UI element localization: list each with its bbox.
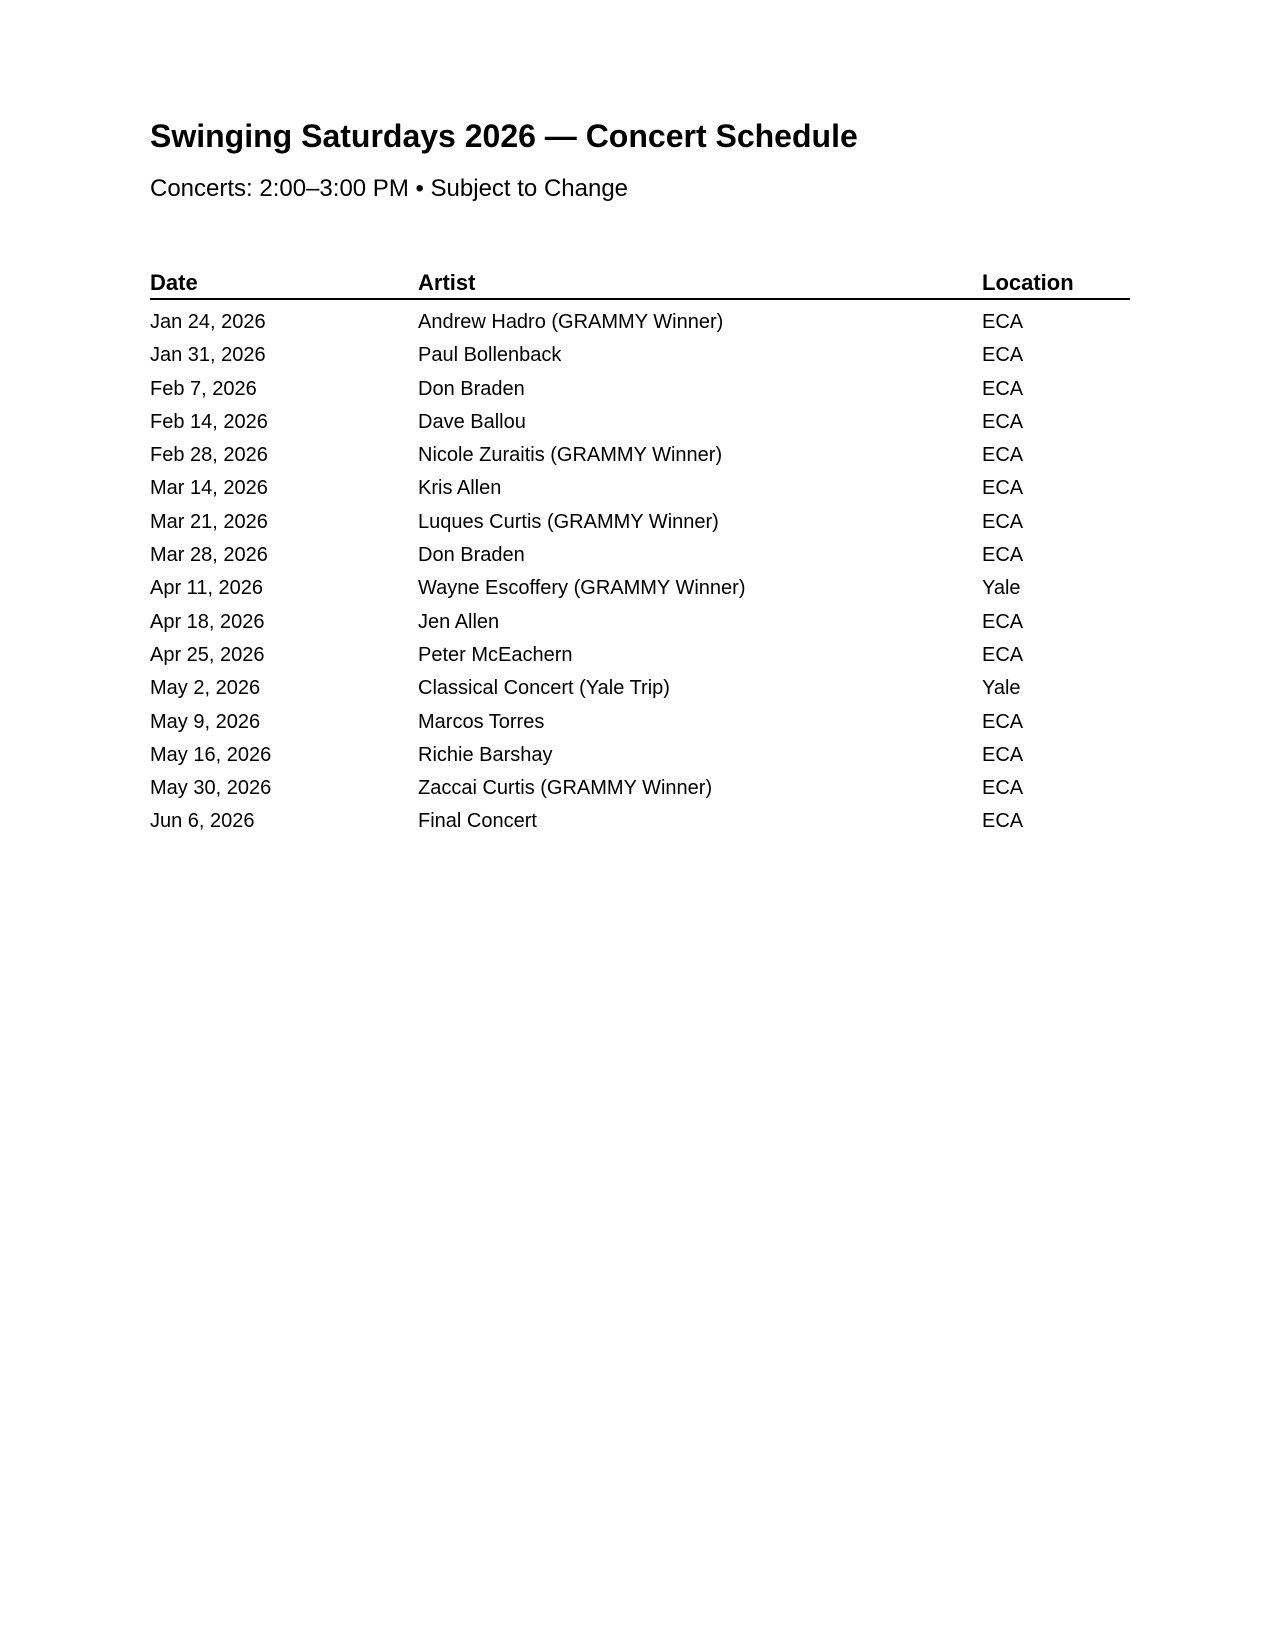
table-row [150, 342, 1130, 375]
cell-location: Yale [982, 577, 1021, 600]
table-row [150, 609, 1130, 642]
cell-location: ECA [982, 377, 1024, 400]
table-row [150, 442, 1130, 475]
cell-artist: Kris Allen [418, 477, 502, 500]
cell-artist: Classical Concert (Yale Trip) [418, 677, 670, 700]
column-header-date: Date [150, 270, 198, 295]
cell-date: Mar 21, 2026 [150, 510, 268, 533]
table-row [150, 475, 1130, 508]
cell-location: ECA [982, 610, 1024, 633]
cell-location: ECA [982, 544, 1024, 567]
table-header-row [150, 268, 1130, 300]
table-row [150, 509, 1130, 542]
page-title: Swinging Saturdays 2026 — Concert Schedule [150, 118, 858, 154]
cell-artist: Paul Bollenback [418, 344, 562, 367]
table-row [150, 642, 1130, 675]
cell-date: May 30, 2026 [150, 777, 272, 800]
cell-location: ECA [982, 344, 1024, 367]
cell-date: Jan 31, 2026 [150, 344, 266, 367]
table-row [150, 808, 1130, 841]
cell-artist: Don Braden [418, 544, 525, 567]
cell-artist: Don Braden [418, 377, 525, 400]
concert-schedule-table [150, 268, 1130, 842]
cell-date: Feb 14, 2026 [150, 410, 268, 433]
cell-date: Mar 14, 2026 [150, 477, 268, 500]
cell-location: ECA [982, 710, 1024, 733]
table-row [150, 675, 1130, 708]
cell-date: Jun 6, 2026 [150, 810, 255, 833]
cell-location: ECA [982, 777, 1024, 800]
cell-location: ECA [982, 643, 1024, 666]
cell-date: Feb 7, 2026 [150, 377, 257, 400]
cell-date: May 9, 2026 [150, 710, 261, 733]
cell-location: ECA [982, 510, 1024, 533]
cell-date: Apr 11, 2026 [150, 577, 264, 600]
column-header-location: Location [982, 270, 1074, 295]
cell-artist: Luques Curtis (GRAMMY Winner) [418, 510, 719, 533]
cell-date: Feb 28, 2026 [150, 444, 268, 467]
cell-artist: Final Concert [418, 810, 537, 833]
cell-date: Apr 18, 2026 [150, 610, 265, 633]
column-header-artist: Artist [418, 270, 476, 295]
cell-location: ECA [982, 311, 1024, 333]
cell-artist: Richie Barshay [418, 743, 553, 766]
table-row [150, 542, 1130, 575]
cell-location: Yale [982, 677, 1021, 700]
cell-date: Apr 25, 2026 [150, 643, 265, 666]
cell-location: ECA [982, 444, 1024, 467]
table-row [150, 775, 1130, 808]
cell-location: ECA [982, 810, 1024, 833]
cell-artist: Zaccai Curtis (GRAMMY Winner) [418, 777, 713, 800]
table-row [150, 309, 1130, 342]
cell-artist: Dave Ballou [418, 410, 526, 433]
cell-artist: Nicole Zuraitis (GRAMMY Winner) [418, 444, 723, 467]
cell-date: May 16, 2026 [150, 743, 272, 766]
table-body [150, 300, 1130, 842]
cell-artist: Andrew Hadro (GRAMMY Winner) [418, 311, 724, 333]
cell-date: Mar 28, 2026 [150, 544, 268, 567]
table-row [150, 376, 1130, 409]
table-row [150, 742, 1130, 775]
cell-artist: Peter McEachern [418, 643, 573, 666]
cell-artist: Wayne Escoffery (GRAMMY Winner) [418, 577, 746, 600]
cell-location: ECA [982, 477, 1024, 500]
table-row [150, 575, 1130, 608]
page-subtitle: Concerts: 2:00–3:00 PM • Subject to Change [150, 175, 629, 202]
cell-location: ECA [982, 410, 1024, 433]
cell-date: May 2, 2026 [150, 677, 261, 700]
cell-date: Jan 24, 2026 [150, 311, 266, 333]
cell-artist: Jen Allen [418, 610, 500, 633]
table-row [150, 409, 1130, 442]
cell-location: ECA [982, 743, 1024, 766]
cell-artist: Marcos Torres [418, 710, 545, 733]
table-row [150, 709, 1130, 742]
